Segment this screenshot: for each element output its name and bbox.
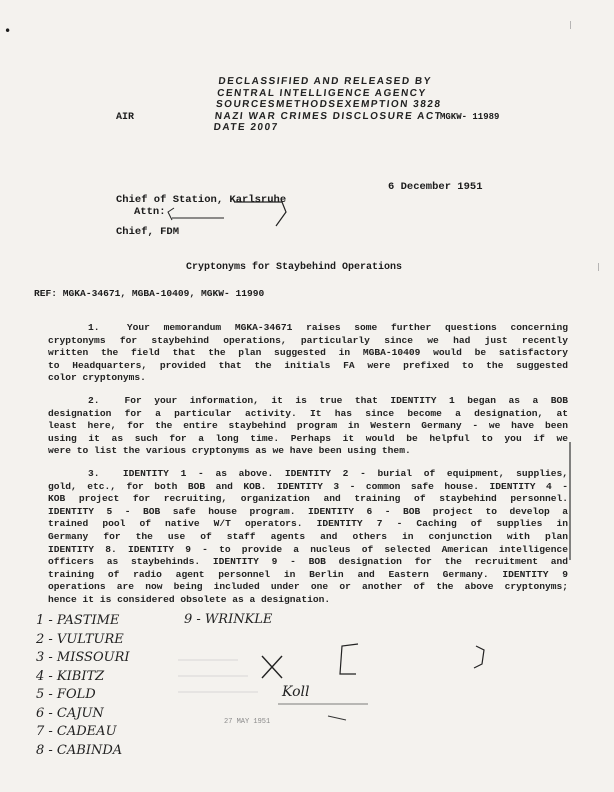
margin-dot: | <box>596 262 601 271</box>
paragraph-2 <box>48 395 568 458</box>
handwritten-entry: 4 - KIBITZ <box>36 668 105 684</box>
declassification-stamp <box>213 76 446 134</box>
handwritten-entry: 7 - CADEAU <box>36 724 117 739</box>
handwritten-entry: 5 - FOLD <box>36 687 96 702</box>
closing-bracket <box>470 642 494 672</box>
stamp-line: CENTRAL INTELLIGENCE AGENCY <box>216 87 428 99</box>
paragraph-line: gold, etc., for both BOB and KOB. IDENTITY 3 - common safe house. IDENTITY 4 - <box>48 480 568 492</box>
stray-mark: • <box>4 24 12 38</box>
handwritten-entry: 2 - VULTURE <box>36 631 124 647</box>
document-date: 6 December 1951 <box>388 181 483 193</box>
address-from: Chief, FDM <box>116 226 180 238</box>
paragraph-line: training of radio agent personnel in Berlin and Eastern Germany. IDENTITY 9 <box>48 568 568 580</box>
paragraph-number: 1. <box>88 322 100 333</box>
paragraph-line: Germany for the use of staff agents and others in conjunction with plan <box>48 530 568 542</box>
stamp-line: SOURCESMETHODSEXEMPTION 3828 <box>215 99 442 110</box>
paragraph-text: For your information, it is true that IDENTITY 1 began as a BOB <box>124 395 569 406</box>
handwritten-entry: 1 - PASTIME <box>36 613 120 628</box>
margin-bracket-right <box>560 440 580 620</box>
document-number-text: MGKW- 11989 <box>440 112 500 122</box>
paragraph-number: 3. <box>88 468 100 479</box>
paragraph-line: hence it is considered obsolete as a designation. <box>48 593 331 605</box>
attn-bracket <box>164 196 294 230</box>
handwritten-entry-9: 9 - WRINKLE <box>184 612 273 627</box>
paragraph-line: IDENTITY 8. IDENTITY 9 - to provide a nucleus of selected American intelligence <box>48 543 568 555</box>
signature: Koll <box>282 684 310 700</box>
handwritten-entry: 3 - MISSOURI <box>36 650 130 665</box>
handwritten-cryptonym-list <box>36 612 130 760</box>
paragraph-text: IDENTITY 1 - as above. IDENTITY 2 - burial of equipment, supplies, <box>122 468 568 479</box>
address-to: Chief of Station, Karlsruhe <box>116 194 287 206</box>
coordination-lines <box>178 640 378 740</box>
handwritten-entry: 6 - CAJUN <box>36 705 104 721</box>
stamp-line: DECLASSIFIED AND RELEASED BY <box>217 76 433 87</box>
coordination-block <box>178 640 378 740</box>
paragraph-text: Your memorandum MGKA-34671 raises some further questions concerning <box>126 322 569 333</box>
paragraph-line: were to list the various cryptonyms as we have been using them. <box>48 445 411 457</box>
paragraph-line: IDENTITY 5 - BOB safe house program. IDENTITY 6 - BOB project to develop a <box>48 505 568 517</box>
paragraph-line: least here, for the entire staybehind program in Western Germany - we have been <box>48 420 568 432</box>
paragraph-line: using it as such for a long time. Perhaps it would be helpful to you if we <box>48 432 568 444</box>
margin-dot: | <box>568 20 573 29</box>
paragraph-line: to Headquarters, provided that the initials FA were prefixed to the suggested <box>48 359 568 371</box>
paragraph-line <box>48 468 568 481</box>
paragraph-line: color cryptonyms. <box>48 372 146 384</box>
faint-stamp-date: 27 MAY 1951 <box>224 718 271 726</box>
paragraph-line <box>48 395 568 408</box>
stamp-line: DATE 2007 <box>213 122 280 133</box>
transmission-label: AIR <box>116 112 135 123</box>
subject-line: Cryptonyms for Staybehind Operations <box>186 262 403 273</box>
paragraph-line: written the field that the plan suggested in MGBA-10409 would be satisfactory <box>48 347 568 359</box>
paragraph-1 <box>48 322 568 385</box>
document-number <box>440 104 499 123</box>
paragraph-line: KOB project for recruiting, organization and training of staybehind personnel. <box>48 493 568 505</box>
paragraph-number: 2. <box>88 395 100 406</box>
paragraph-line: trained pool of native W/T operators. IDENTITY 7 - Caching of supplies in <box>48 518 568 530</box>
address-attn: Attn: <box>134 206 166 218</box>
paragraph-line <box>48 322 568 335</box>
paragraph-line: cryptonyms for staybehind operations, particularly since we had just recently <box>48 334 568 346</box>
stamp-line: NAZI WAR CRIMES DISCLOSURE ACT <box>214 110 443 122</box>
paragraph-line: designation for a particular activity. It has since become a designation, at <box>48 407 568 419</box>
paragraph-line: operations are now being included under one or another of the above cryptonyms; <box>48 581 568 593</box>
paragraph-3 <box>48 468 568 607</box>
paragraph-line: officers as staybehinds. IDENTITY 9 - BOB designation for the recruitment and <box>48 556 568 568</box>
reference-line: REF: MGKA-34671, MGBA-10409, MGKW- 11990 <box>34 288 265 299</box>
handwritten-entry: 8 - CABINDA <box>36 742 123 758</box>
